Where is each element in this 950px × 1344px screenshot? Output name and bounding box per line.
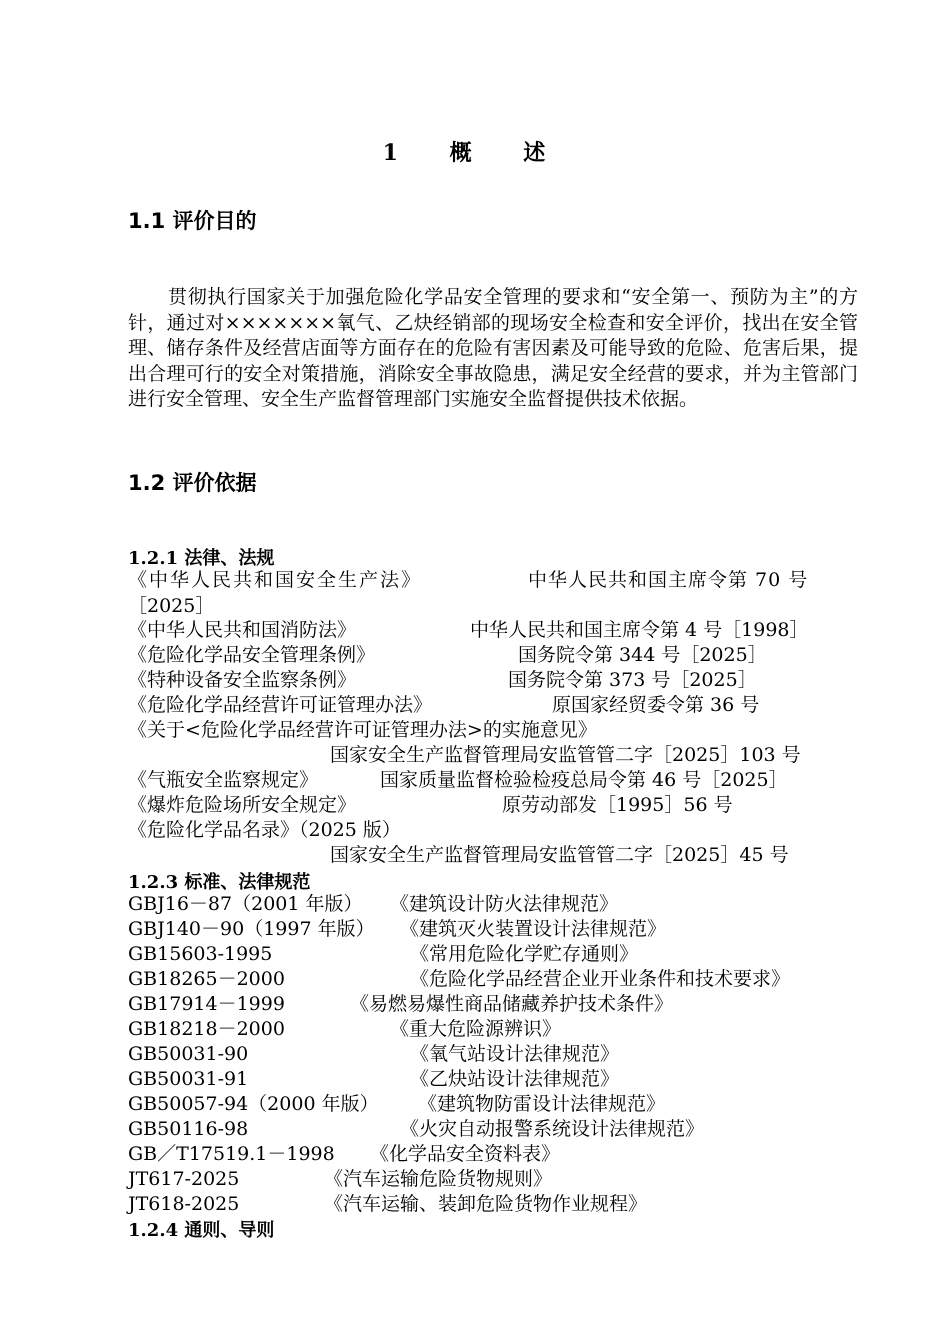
standard-item xyxy=(128,1142,561,1166)
standard-name: 《氧气站设计法律规范》 xyxy=(410,1043,620,1065)
standard-name: 《汽车运输、装卸危险货物作业规程》 xyxy=(324,1193,648,1215)
law-item xyxy=(128,768,788,792)
law-name: 《危险化学品经营许可证管理办法》 xyxy=(128,694,433,716)
law-name: 《气瓶安全监察规定》 xyxy=(128,769,319,791)
law-name: 《爆炸危险场所安全规定》 xyxy=(128,794,357,816)
standard-item xyxy=(128,992,674,1016)
subsection-heading-1-2-1: 1.2.1 法律、法规 xyxy=(128,548,275,569)
standard-name: 《常用危险化学贮存通则》 xyxy=(410,943,639,965)
law-ref: 国务院令第 373 号［2025］ xyxy=(508,669,757,691)
subsection-heading-1-2-4: 1.2.4 通则、导则 xyxy=(128,1220,275,1241)
standard-name: 《火灾自动报警系统设计法律规范》 xyxy=(400,1118,705,1140)
standard-name: 《汽车运输危险货物规则》 xyxy=(324,1168,553,1190)
subsection-heading-1-2-3: 1.2.3 标准、法律规范 xyxy=(128,872,311,893)
standard-item xyxy=(128,917,667,941)
law-name: 《危险化学品安全管理条例》 xyxy=(128,644,376,666)
standard-name: 《重大危险源辨识》 xyxy=(390,1018,562,1040)
law-item xyxy=(128,693,760,717)
standard-code: GB50031-90 xyxy=(128,1043,249,1065)
law-item xyxy=(128,793,733,817)
standard-code: GB／T17519.1－1998 xyxy=(128,1143,335,1165)
law-item xyxy=(128,618,809,642)
law-item xyxy=(128,568,809,592)
law-item xyxy=(128,668,757,692)
section-heading-1-2: 1.2 评价依据 xyxy=(128,471,257,495)
law-name: ［2025］ xyxy=(128,595,215,617)
standard-item xyxy=(128,1042,620,1066)
standard-code: GBJ16－87（2001 年版） xyxy=(128,893,363,915)
law-ref: 原国家经贸委令第 36 号 xyxy=(552,694,760,716)
standard-code: JT617-2025 xyxy=(128,1168,240,1190)
standard-item xyxy=(128,1117,705,1141)
law-name: 《中华人民共和国安全生产法》 xyxy=(128,569,423,591)
chapter-title: 1 概 述 xyxy=(382,140,568,166)
standard-name: 《建筑灭火装置设计法律规范》 xyxy=(400,918,667,940)
law-item xyxy=(128,594,214,618)
law-ref: 国家安全生产监督管理局安监管管二字［2025］45 号 xyxy=(330,844,789,866)
standard-code: GB15603-1995 xyxy=(128,943,273,965)
standard-item xyxy=(128,1017,562,1041)
law-name: 《中华人民共和国消防法》 xyxy=(128,619,357,641)
standard-item xyxy=(128,1192,648,1216)
standard-item xyxy=(128,892,619,916)
standard-name: 《易燃易爆性商品储藏养护技术条件》 xyxy=(350,993,674,1015)
law-item xyxy=(128,818,401,842)
standard-code: GB18265－2000 xyxy=(128,968,285,990)
law-name: 《特种设备安全监察条例》 xyxy=(128,669,357,691)
standard-item xyxy=(128,942,639,966)
standard-item xyxy=(128,1167,553,1191)
standard-code: GB18218－2000 xyxy=(128,1018,285,1040)
law-item xyxy=(128,718,597,742)
standard-code: GBJ140－90（1997 年版） xyxy=(128,918,375,940)
law-name: 《关于<危险化学品经营许可证管理办法>的实施意见》 xyxy=(128,719,597,741)
standard-code: GB17914－1999 xyxy=(128,993,285,1015)
standard-name: 《化学品安全资料表》 xyxy=(370,1143,561,1165)
law-ref: 中华人民共和国主席令第 70 号 xyxy=(528,569,809,591)
standard-item xyxy=(128,1092,666,1116)
law-ref: 国家安全生产监督管理局安监管管二字［2025］103 号 xyxy=(330,744,801,766)
standard-code: GB50057-94（2000 年版） xyxy=(128,1093,379,1115)
law-ref: 中华人民共和国主席令第 4 号［1998］ xyxy=(470,619,809,641)
standard-code: GB50116-98 xyxy=(128,1118,249,1140)
standard-name: 《建筑设计防火法律规范》 xyxy=(390,893,619,915)
section-heading-1-1: 1.1 评价目的 xyxy=(128,209,257,233)
standard-name: 《危险化学品经营企业开业条件和技术要求》 xyxy=(410,968,791,990)
law-item xyxy=(128,643,767,667)
standard-code: JT618-2025 xyxy=(128,1193,240,1215)
standard-name: 《建筑物防雷设计法律规范》 xyxy=(418,1093,666,1115)
standard-name: 《乙炔站设计法律规范》 xyxy=(410,1068,620,1090)
law-ref: 国家质量监督检验检疫总局令第 46 号［2025］ xyxy=(380,769,788,791)
standard-item xyxy=(128,1067,620,1091)
standard-item xyxy=(128,967,791,991)
law-ref: 国务院令第 344 号［2025］ xyxy=(518,644,767,666)
law-ref: 原劳动部发［1995］56 号 xyxy=(502,794,733,816)
standard-code: GB50031-91 xyxy=(128,1068,249,1090)
law-name: 《危险化学品名录》（2025 版） xyxy=(128,819,401,841)
paragraph-purpose: 贯彻执行国家关于加强危险化学品安全管理的要求和“安全第一、预防为主”的方针，通过对×××××××氧气、乙炔经销部的现场安全检查和安全评价，找出在安全管理、储存条件及经营店面等方面存在的危险有害因素及可能导致的危险、危害后果，提出合理可行的安全对策措施，消除安全事故隐患，满足安全经营的要求，并为主管部门进行安全管理、安全生产监督管理部门实施安全监督提供技术依据。 xyxy=(128,286,858,410)
